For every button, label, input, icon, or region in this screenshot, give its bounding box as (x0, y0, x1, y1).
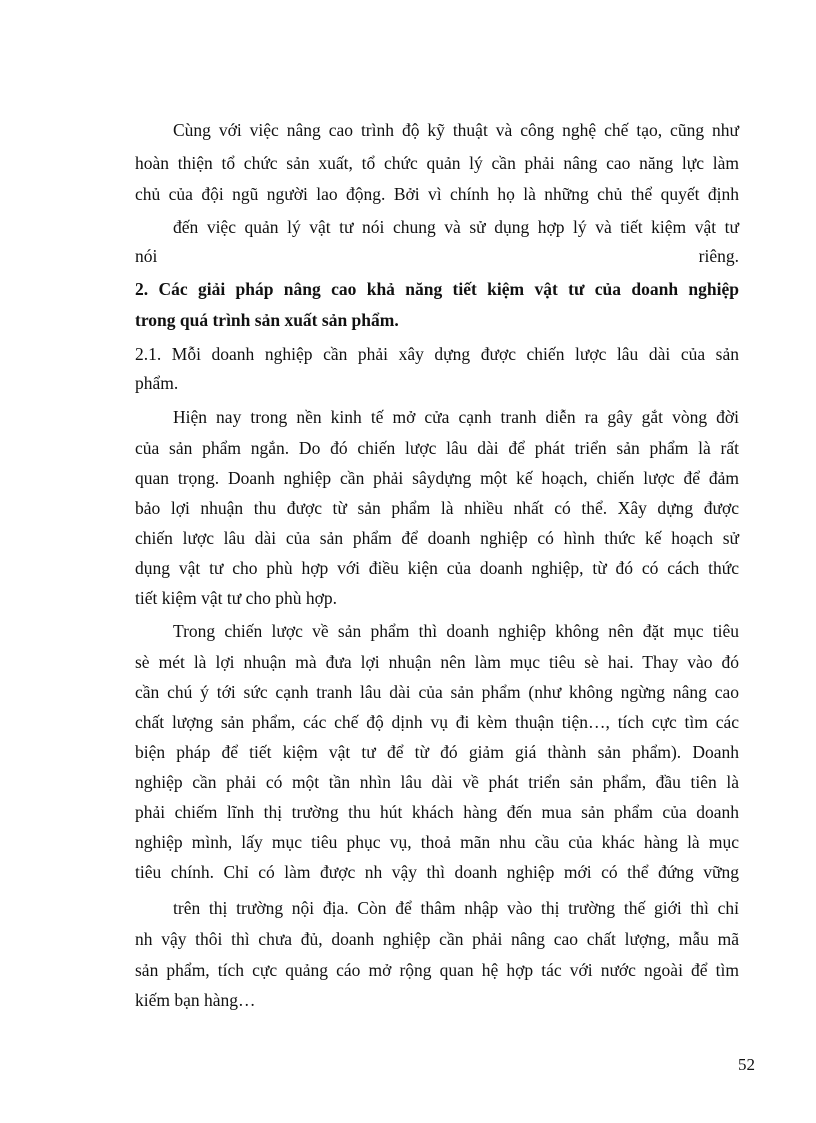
paragraph-line: biện pháp để tiết kiệm vật tư để từ đó giảm giá thành sản phẩm). Doanh (135, 742, 739, 762)
paragraph-line: tiết kiệm vật tư cho phù hợp. (135, 588, 337, 608)
section-heading-line: trong quá trình sản xuất sản phẩm. (135, 310, 399, 330)
subsection-heading-line: phẩm. (135, 373, 179, 393)
paragraph-line: sản phẩm, tích cực quảng cáo mở rộng quan hệ hợp tác với nước ngoài để tìm (135, 960, 739, 980)
paragraph-line: hoàn thiện tổ chức sản xuất, tổ chức quản lý cần phải nâng cao năng lực làm (135, 153, 739, 173)
paragraph-line: nh vậy thôi thì chưa đủ, doanh nghiệp cần phải nâng cao chất lượng, mẫu mã (135, 929, 739, 949)
paragraph-line: kiếm bạn hàng… (135, 990, 256, 1010)
paragraph-split-line (135, 244, 739, 268)
paragraph-line: đến việc quản lý vật tư nói chung và sử dụng hợp lý và tiết kiệm vật tư (173, 217, 739, 237)
paragraph-line: nghiệp mình, lấy mục tiêu phục vụ, thoả mãn nhu cầu của khác hàng là mục (135, 832, 739, 852)
paragraph-line: bảo lợi nhuận thu được từ sản phẩm là nhiều nhất có thể. Xây dựng được (135, 498, 739, 518)
paragraph-line: chủ của đội ngũ người lao động. Bởi vì chính họ là những chủ thể quyết định (135, 184, 739, 204)
paragraph-line: sè mét là lợi nhuận mà đưa lợi nhuận nên làm mục tiêu sè hai. Thay vào đó (135, 652, 739, 672)
paragraph-line: tiêu chính. Chỉ có làm được nh vậy thì doanh nghiệp mới có thể đứng vững (135, 862, 739, 882)
paragraph-line: Cùng với việc nâng cao trình độ kỹ thuật và công nghệ chế tạo, cũng như (173, 120, 739, 140)
subsection-heading-line: 2.1. Mỗi doanh nghiệp cần phải xây dựng được chiến lược lâu dài của sản (135, 344, 739, 364)
page-number: 52 (738, 1055, 755, 1074)
paragraph-line: phải chiếm lĩnh thị trường thu hút khách hàng đến mua sản phẩm của doanh (135, 802, 739, 822)
section-heading-line: 2. Các giải pháp nâng cao khả năng tiết kiệm vật tư của doanh nghiệp (135, 279, 739, 299)
paragraph-line: dụng vật tư cho phù hợp với điều kiện của doanh nghiệp, từ đó có cách thức (135, 558, 739, 578)
split-line-right-word: riêng. (698, 246, 739, 266)
paragraph-line: chiến lược lâu dài của sản phẩm để doanh nghiệp có hình thức kế hoạch sử (135, 528, 739, 548)
paragraph-line: trên thị trường nội địa. Còn để thâm nhập vào thị trường thế giới thì chỉ (173, 898, 739, 918)
paragraph-line: Hiện nay trong nền kinh tế mở cửa cạnh tranh diễn ra gây gắt vòng đời (173, 407, 739, 427)
paragraph-line: của sản phẩm ngắn. Do đó chiến lược lâu dài để phát triển sản phẩm là rất (135, 438, 739, 458)
paragraph-line: nghiệp cần phải có một tần nhìn lâu dài về phát triển sản phẩm, đầu tiên là (135, 772, 739, 792)
paragraph-line: Trong chiến lược về sản phẩm thì doanh nghiệp không nên đặt mục tiêu (173, 621, 739, 641)
split-line-left-word: nói (135, 246, 158, 266)
paragraph-line: chất lượng sản phẩm, các chế độ dịnh vụ đi kèm thuận tiện…, tích cực tìm các (135, 712, 739, 732)
paragraph-line: quan trọng. Doanh nghiệp cần phải sâydựng một kế hoạch, chiến lược để đảm (135, 468, 739, 488)
paragraph-line: cần chú ý tới sức cạnh tranh lâu dài của sản phẩm (như không ngừng nâng cao (135, 682, 739, 702)
